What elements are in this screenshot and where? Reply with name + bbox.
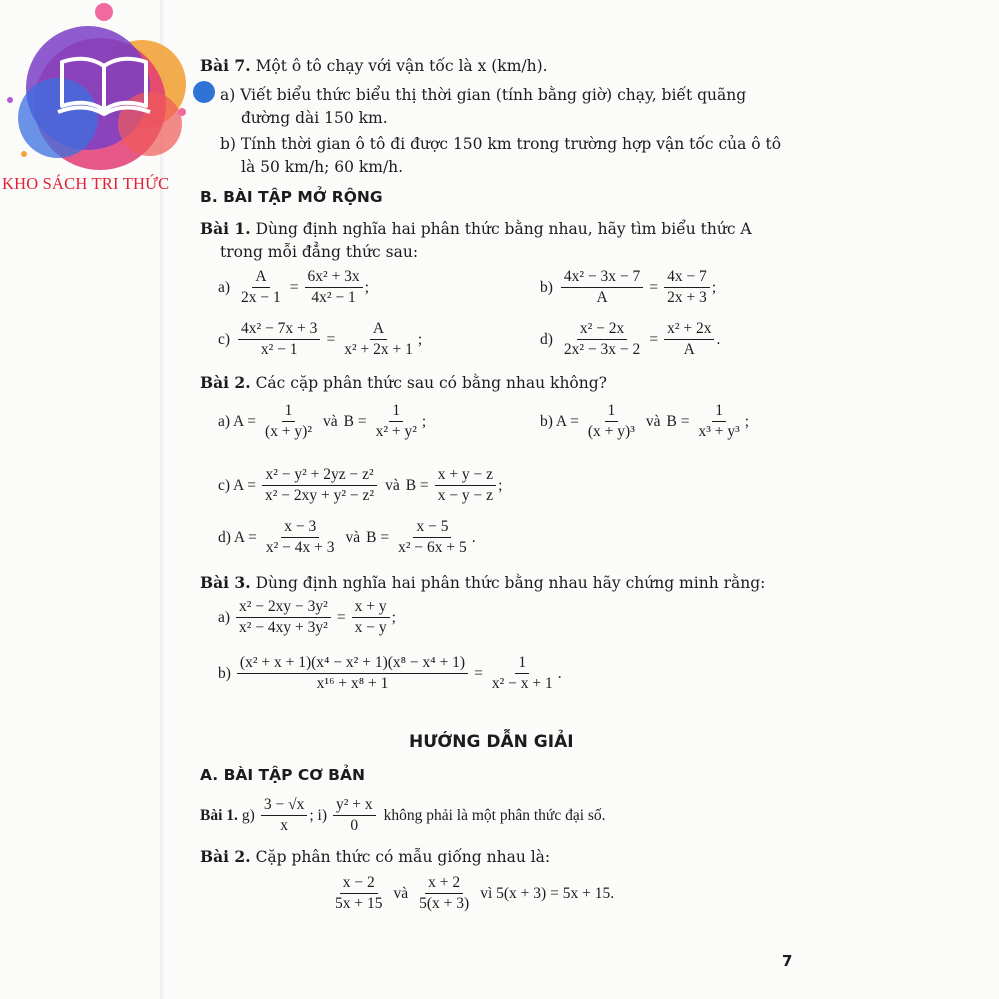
fraction: [561, 320, 643, 359]
b-bai2-eq-d: [218, 518, 476, 557]
denominator: x − y: [354, 619, 387, 636]
numerator: x² − 2x: [577, 320, 627, 340]
b-bai2-eq-a: [218, 402, 426, 441]
denominator: x² + y²: [375, 423, 417, 440]
b-bai1-text1: Dùng định nghĩa hai phân thức bằng nhau, hãy tìm biểu thức A: [255, 220, 752, 238]
book-logo: [0, 0, 225, 200]
numerator: x − 3: [281, 518, 319, 538]
denominator: 0: [350, 817, 359, 834]
denominator: 2x − 1: [241, 289, 281, 306]
denominator: (x + y)²: [265, 423, 312, 440]
fraction: [332, 874, 386, 913]
b-bai1-eq-b: b) $\frac{\text{4x² − 3x − 7}}{A}$ = $\frac{4x - 7}{2x + 3}$ ;: [540, 268, 717, 306]
denominator: A: [596, 289, 608, 306]
b-bai1-line2: trong mỗi đẳng thức sau:: [220, 243, 419, 261]
eq-label: d) A =: [218, 528, 257, 546]
a-bai2-tail: vì 5(x + 3) = 5x + 15.: [480, 884, 615, 902]
fraction: [263, 518, 338, 557]
fraction: [435, 466, 496, 505]
numerator: x² − y² + 2yz − z²: [262, 466, 376, 486]
fraction: [262, 466, 377, 505]
b-bai1-line1: [200, 218, 752, 240]
denominator: (x + y)³: [587, 423, 635, 440]
eq-label-b: B =: [343, 412, 367, 430]
fraction: [489, 654, 556, 693]
denominator: x² − x + 1: [491, 675, 553, 692]
eq-end: .: [557, 664, 562, 682]
fraction: [238, 268, 284, 307]
numerator: 4x² − 3x − 7: [561, 268, 643, 288]
a-bai2-line: [200, 846, 550, 868]
fraction: [237, 654, 468, 693]
denominator: x² − 4x + 3: [265, 539, 335, 556]
numerator: 1: [515, 654, 529, 674]
b-bai3-eq-a: a) $\frac{\text{x² − 2xy − 3y²}}{\text{x² − 4xy + 3y²}}$ = $\frac{x + y}{x - y}$ ;: [218, 598, 396, 636]
a-bai1-title: Bài 1.: [200, 806, 238, 824]
eq-label: b): [218, 664, 231, 682]
conj-va: và: [645, 412, 661, 430]
bai7-intro: Một ô tô chạy với vận tốc là x (km/h).: [255, 57, 548, 75]
denominator: A: [683, 341, 695, 358]
numerator: x + y: [352, 598, 390, 618]
eq-end: ;: [364, 278, 369, 296]
bai7-title: Bài 7.: [200, 56, 251, 75]
numerator: A: [370, 320, 387, 340]
numerator: 1: [282, 402, 296, 422]
a-bai1-tail: không phải là một phân thức đại số.: [383, 806, 606, 824]
numerator: x + 2: [425, 874, 463, 894]
bai7-intro-line: [200, 55, 548, 77]
b-bai2-title: Bài 2.: [200, 373, 251, 392]
fraction: [352, 598, 390, 637]
denominator: 2x + 3: [667, 289, 707, 306]
fraction: [261, 796, 308, 835]
eq-end: .: [471, 528, 476, 546]
denominator: x² − 1: [260, 341, 298, 358]
denominator: 4x² − 1: [311, 289, 356, 306]
fraction: [262, 402, 315, 441]
conj-va: và: [393, 884, 409, 902]
a-bai2-title: Bài 2.: [200, 847, 251, 866]
numerator: y² + x: [333, 796, 376, 816]
numerator: 4x − 7: [664, 268, 710, 288]
denominator: x¹⁶ + x⁸ + 1: [316, 675, 389, 692]
a-bai2-text: Cặp phân thức có mẫu giống nhau là:: [255, 848, 551, 866]
conj-va: và: [345, 528, 361, 546]
eq-label: a): [218, 278, 231, 296]
section-a-title: A. BÀI TẬP CƠ BẢN: [200, 766, 365, 784]
eq-end: ;: [421, 412, 427, 430]
numerator: A: [252, 268, 269, 288]
denominator: x − y − z: [437, 487, 494, 504]
fraction: [236, 598, 331, 637]
denominator: x² − 2xy + y² − z²: [265, 487, 375, 504]
eq-label: a): [218, 608, 231, 626]
denominator: 2x² − 3x − 2: [563, 341, 641, 358]
denominator: x³ + y³: [698, 423, 740, 440]
fraction: [305, 268, 363, 307]
bai7-b-line2: là 50 km/h; 60 km/h.: [241, 158, 404, 176]
eq-end: ;: [391, 608, 396, 626]
section-b-title: B. BÀI TẬP MỞ RỘNG: [200, 188, 383, 206]
b-bai1-title: Bài 1.: [200, 219, 251, 238]
b-bai1-eq-a: a) $\frac{A}{2x - 1}$ = $\frac{\text{6x² + 3x}}{\text{4x² − 1}}$ ;: [218, 268, 369, 306]
eq-end: ;: [498, 476, 503, 494]
fraction: [416, 874, 472, 913]
a-bai2-eq: [330, 874, 614, 913]
conj-va: và: [385, 476, 400, 494]
numerator: 6x² + 3x: [305, 268, 363, 288]
numerator: x + y − z: [435, 466, 496, 486]
fraction: [664, 320, 714, 359]
bai7-b-line1: b) Tính thời gian ô tô đi được 150 km trong trường hợp vận tốc của ô tô: [220, 135, 782, 153]
bai7-a-line1: a) Viết biểu thức biểu thị thời gian (tính bằng giờ) chạy, biết quãng: [220, 86, 747, 104]
b-bai3-eq-b: b) $\frac{\text{(x² + x + 1)(x⁴ − x² + 1)(x⁸ − x⁴ + 1)}}{\text{x¹⁶ + x⁸ + 1}}$ = $\frac{1}{\text{x² − x + 1}}$ .: [218, 654, 562, 692]
b-bai2-eq-b: [540, 402, 749, 441]
eq-label-g: g): [241, 806, 255, 824]
eq-end: ;: [711, 278, 717, 296]
logo-text: KHO SÁCH TRI THỨC: [2, 174, 170, 193]
conj-va: và: [323, 412, 338, 430]
denominator: x² − 4xy + 3y²: [239, 619, 328, 636]
blue-dot-marker: [193, 81, 215, 103]
numerator: x − 2: [340, 874, 378, 894]
eq-label: d): [540, 330, 553, 348]
eq-end: ;: [417, 330, 423, 348]
eq-label-i: ; i): [309, 806, 327, 824]
numerator: 1: [712, 402, 726, 422]
denominator: x: [280, 817, 288, 834]
numerator: 4x² − 7x + 3: [238, 320, 320, 340]
numerator: 3 − √x: [261, 796, 308, 816]
b-bai3-text: Dùng định nghĩa hai phân thức bằng nhau hãy chứng minh rằng:: [255, 574, 766, 592]
denominator: 5(x + 3): [419, 895, 470, 912]
eq-end: ;: [744, 412, 750, 430]
fraction: [373, 402, 420, 441]
fraction: [664, 268, 710, 307]
denominator: x² − 6x + 5: [398, 539, 467, 556]
numerator: x² + 2x: [664, 320, 714, 340]
eq-label: a) A =: [218, 412, 257, 430]
numerator: 1: [389, 402, 403, 422]
fraction: [341, 320, 416, 359]
b-bai1-eq-c: c) $\frac{\text{4x² − 7x + 3}}{\text{x² − 1}}$ = $\frac{A}{\text{x² + 2x + 1}}$ ;: [218, 320, 423, 358]
fraction: [238, 320, 320, 359]
eq-label: c): [218, 330, 231, 348]
eq-label: b): [540, 278, 553, 296]
b-bai3-line: [200, 572, 765, 594]
denominator: x² + 2x + 1: [344, 341, 413, 358]
eq-label-b: B =: [666, 412, 690, 430]
b-bai2-line: [200, 372, 607, 394]
eq-end: .: [716, 330, 721, 348]
page-number: 7: [782, 952, 793, 970]
eq-label-b: B =: [405, 476, 429, 494]
numerator: (x² + x + 1)(x⁴ − x² + 1)(x⁸ − x⁴ + 1): [237, 654, 468, 674]
fraction: [695, 402, 742, 441]
guide-title: HƯỚNG DẪN GIẢI: [409, 732, 574, 752]
b-bai3-title: Bài 3.: [200, 573, 251, 592]
b-bai1-eq-d: d) $\frac{\text{x² − 2x}}{\text{2x² − 3x − 2}}$ = $\frac{\text{x² + 2x}}{A}$ .: [540, 320, 721, 358]
fraction: [395, 518, 470, 557]
b-bai2-text: Các cặp phân thức sau có bằng nhau không?: [255, 374, 607, 392]
eq-label: b) A =: [540, 412, 579, 430]
a-bai1-line: [200, 796, 606, 835]
bai7-a-line2: đường dài 150 km.: [241, 109, 388, 127]
b-bai2-eq-c: [218, 466, 502, 505]
eq-label: c) A =: [218, 476, 257, 494]
fraction: [561, 268, 643, 307]
numerator: 1: [605, 402, 619, 422]
numerator: x − 5: [413, 518, 451, 538]
fraction: [585, 402, 638, 441]
eq-label-b: B =: [366, 528, 390, 546]
denominator: 5x + 15: [335, 895, 383, 912]
fraction: [333, 796, 376, 835]
numerator: x² − 2xy − 3y²: [236, 598, 331, 618]
